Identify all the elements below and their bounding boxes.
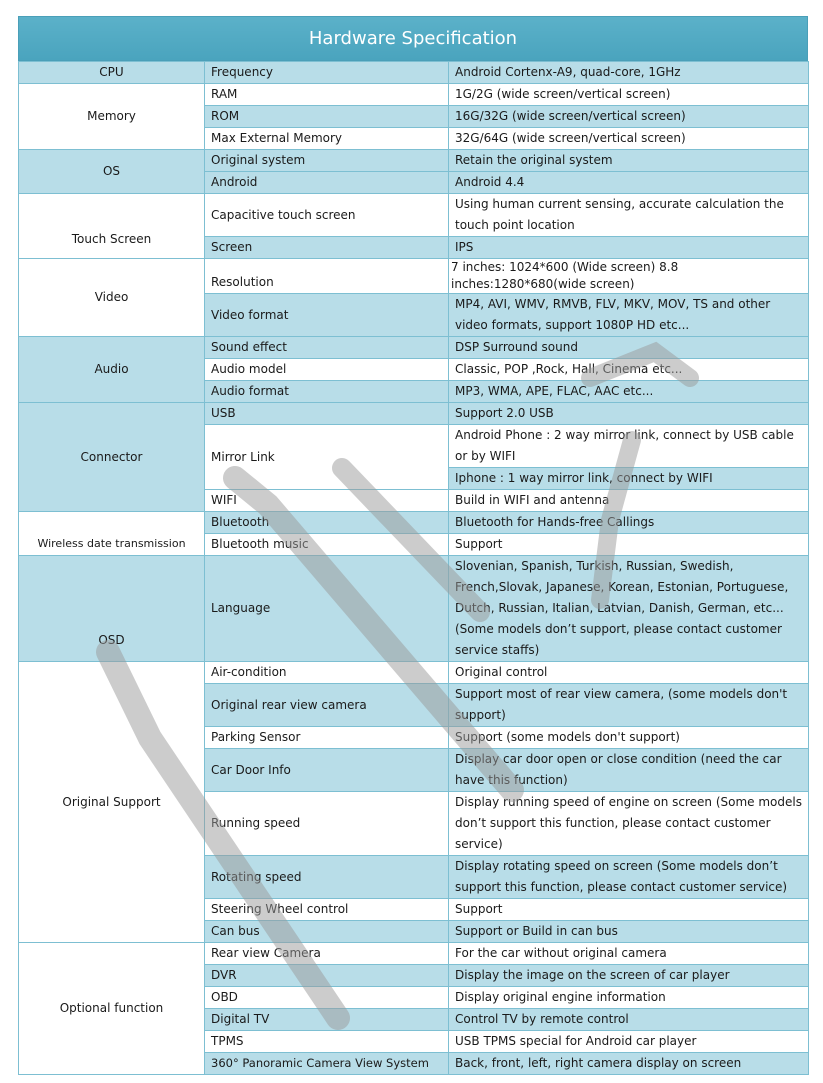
spec-name: Audio model [205, 359, 449, 381]
spec-name: Frequency [205, 62, 449, 84]
spec-value: MP3, WMA, APE, FLAC, AAC etc... [449, 381, 809, 403]
spec-value: Iphone : 1 way mirror link, connect by WIFI [449, 468, 809, 490]
spec-value: Using human current sensing, accurate calculation the touch point location [449, 194, 809, 237]
spec-name: Screen [205, 237, 449, 259]
spec-value: Support [449, 534, 809, 556]
table-row [19, 62, 809, 84]
spec-value: Display running speed of engine on screen (Some models don’t support this function, please contact customer service) [449, 792, 809, 856]
spec-sheet [18, 16, 808, 1075]
table-row [19, 403, 809, 425]
spec-name: Android [205, 172, 449, 194]
spec-name: Bluetooth [205, 512, 449, 534]
table-row [19, 194, 809, 237]
spec-value: Android Phone : 2 way mirror link, connect by USB cable or by WIFI [449, 425, 809, 468]
page-title: Hardware Specification [18, 16, 808, 61]
spec-name: DVR [205, 965, 449, 987]
spec-value: MP4, AVI, WMV, RMVB, FLV, MKV, MOV, TS and other video formats, support 1080P HD etc... [449, 294, 809, 337]
spec-value: Android 4.4 [449, 172, 809, 194]
spec-name: Rear view Camera [205, 943, 449, 965]
spec-value: Display original engine information [449, 987, 809, 1009]
spec-name: Resolution [205, 259, 449, 294]
spec-value: 32G/64G (wide screen/vertical screen) [449, 128, 809, 150]
spec-name: ROM [205, 106, 449, 128]
spec-value: IPS [449, 237, 809, 259]
spec-name: Sound effect [205, 337, 449, 359]
spec-name: TPMS [205, 1031, 449, 1053]
category-cell: Video [19, 259, 205, 337]
spec-name: Audio format [205, 381, 449, 403]
spec-name: OBD [205, 987, 449, 1009]
spec-value: 7 inches: 1024*600 (Wide screen) 8.8 inches:1280*680(wide screen) [449, 259, 809, 294]
category-cell: Touch Screen [19, 194, 205, 259]
table-row [19, 84, 809, 106]
spec-name: Steering Wheel control [205, 899, 449, 921]
spec-name: Mirror Link [205, 425, 449, 490]
spec-name: Can bus [205, 921, 449, 943]
spec-value: Display car door open or close condition (need the car have this function) [449, 749, 809, 792]
category-cell: Wireless date transmission [19, 512, 205, 556]
table-row [19, 259, 809, 294]
spec-name: Video format [205, 294, 449, 337]
table-row [19, 512, 809, 534]
spec-name: Bluetooth music [205, 534, 449, 556]
spec-name: Parking Sensor [205, 727, 449, 749]
spec-value: Support (some models don't support) [449, 727, 809, 749]
table-row [19, 556, 809, 662]
spec-name: 360° Panoramic Camera View System [205, 1053, 449, 1075]
spec-value: Retain the original system [449, 150, 809, 172]
spec-value: Support most of rear view camera, (some models don't support) [449, 684, 809, 727]
spec-value: Classic, POP ,Rock, Hall, Cinema etc... [449, 359, 809, 381]
spec-name: Language [205, 556, 449, 662]
spec-table [18, 61, 809, 1075]
spec-value: Display rotating speed on screen (Some models don’t support this function, please contact customer service) [449, 856, 809, 899]
spec-value: Support [449, 899, 809, 921]
category-cell: Memory [19, 84, 205, 150]
spec-value: For the car without original camera [449, 943, 809, 965]
spec-value: Bluetooth for Hands-free Callings [449, 512, 809, 534]
spec-value: Back, front, left, right camera display on screen [449, 1053, 809, 1075]
spec-value: Control TV by remote control [449, 1009, 809, 1031]
category-cell: OSD [19, 556, 205, 662]
spec-value: 1G/2G (wide screen/vertical screen) [449, 84, 809, 106]
spec-value: 16G/32G (wide screen/vertical screen) [449, 106, 809, 128]
spec-name: Running speed [205, 792, 449, 856]
spec-value: USB TPMS special for Android car player [449, 1031, 809, 1053]
spec-name: Car Door Info [205, 749, 449, 792]
spec-name: RAM [205, 84, 449, 106]
spec-name: USB [205, 403, 449, 425]
table-row [19, 943, 809, 965]
spec-value: Original control [449, 662, 809, 684]
spec-name: Original system [205, 150, 449, 172]
category-cell: Audio [19, 337, 205, 403]
category-cell: Connector [19, 403, 205, 512]
spec-value: Support 2.0 USB [449, 403, 809, 425]
category-cell: OS [19, 150, 205, 194]
table-row [19, 150, 809, 172]
spec-name: Capacitive touch screen [205, 194, 449, 237]
table-row [19, 662, 809, 684]
category-cell: Optional function [19, 943, 205, 1075]
spec-name: Rotating speed [205, 856, 449, 899]
category-cell: CPU [19, 62, 205, 84]
spec-name: Original rear view camera [205, 684, 449, 727]
spec-value: Slovenian, Spanish, Turkish, Russian, Swedish, French,Slovak, Japanese, Korean, Estonian, Portuguese, Dutch, Russian, Italian, Latvian, Danish, German, etc...(Some models don’t support, please contact customer service staffs) [449, 556, 809, 662]
category-cell: Original Support [19, 662, 205, 943]
spec-name: Max External Memory [205, 128, 449, 150]
spec-value: Android Cortenx-A9, quad-core, 1GHz [449, 62, 809, 84]
spec-name: WIFI [205, 490, 449, 512]
spec-name: Air-condition [205, 662, 449, 684]
spec-value: Support or Build in can bus [449, 921, 809, 943]
spec-value: Display the image on the screen of car player [449, 965, 809, 987]
spec-name: Digital TV [205, 1009, 449, 1031]
spec-value: DSP Surround sound [449, 337, 809, 359]
table-row [19, 337, 809, 359]
spec-value: Build in WIFI and antenna [449, 490, 809, 512]
